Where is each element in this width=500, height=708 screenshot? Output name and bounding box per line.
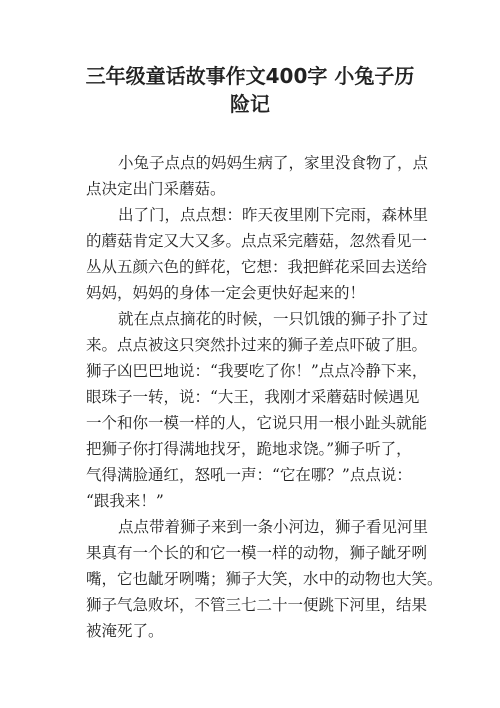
text-line: 嘴，它也龇牙咧嘴；狮子大笑，水中的动物也大笑。 [86, 570, 443, 588]
document-title [60, 62, 440, 118]
text-line: 狮子凶巴巴地说：“我要吃了你！”点点冷静下来， [86, 362, 428, 380]
story-body [86, 150, 443, 644]
text-line: 妈妈，妈妈的身体一定会更快好起来的！ [86, 284, 366, 302]
text-line: 果真有一个长的和它一模一样的动物，狮子龇牙咧 [86, 544, 428, 562]
title-line-2: 险记 [230, 92, 270, 116]
text-line: 被淹死了。 [86, 622, 164, 640]
paragraph-1 [86, 150, 432, 202]
paragraph-4 [86, 514, 443, 644]
text-line: 的蘑菇肯定又大又多。点点采完蘑菇，忽然看见一 [86, 232, 428, 250]
text-line: 就在点点摘花的时候，一只饥饿的狮子扑了过 [118, 310, 429, 328]
text-line: 一个和你一模一样的人，它说只用一根小趾头就能 [86, 414, 428, 432]
text-line: 把狮子你打得满地找牙，跪地求饶。”狮子听了， [86, 440, 412, 458]
text-line: 来。点点被这只突然扑过来的狮子差点吓破了胆。 [86, 336, 428, 354]
text-line: 狮子气急败坏，不管三七二十一便跳下河里，结果 [86, 596, 428, 614]
text-line: 眼珠子一转，说：“大王，我刚才采蘑菇时候遇见 [86, 388, 420, 406]
text-line: 丛从五颜六色的鲜花，它想：我把鲜花采回去送给 [86, 258, 428, 276]
paragraph-3 [86, 306, 432, 514]
text-line: 点点带着狮子来到一条小河边，狮子看见河里 [118, 518, 429, 536]
title-line-1: 三年级童话故事作文400字 小兔子历 [85, 64, 415, 88]
text-line: 点决定出门采蘑菇。 [86, 180, 226, 198]
text-line: 出了门，点点想：昨天夜里刚下完雨，森林里 [118, 206, 429, 224]
text-line: 小兔子点点的妈妈生病了，家里没食物了，点 [118, 154, 429, 172]
paragraph-2 [86, 202, 432, 306]
text-line: 气得满脸通红，怒吼一声：“它在哪？”点点说： [86, 466, 412, 484]
text-line: “跟我来！” [86, 492, 164, 510]
